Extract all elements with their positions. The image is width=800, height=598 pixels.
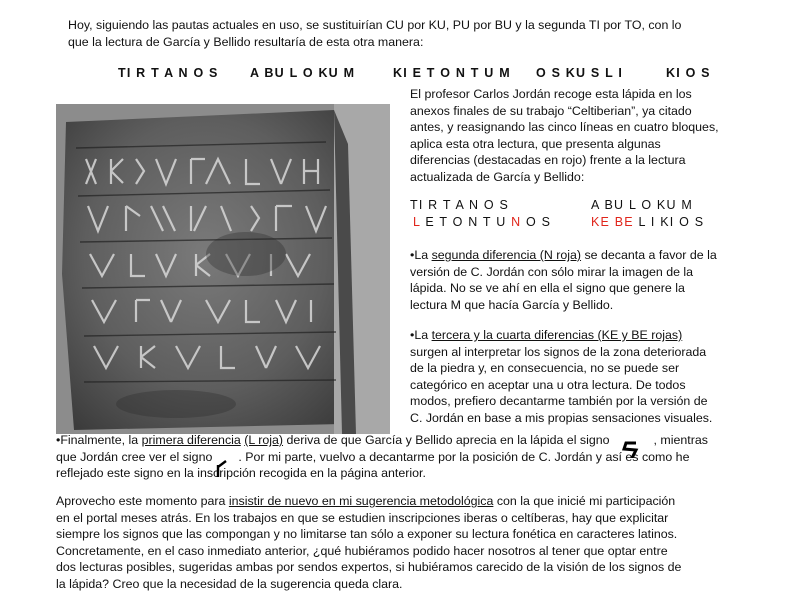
text-line — [56, 432, 796, 449]
text-line — [56, 449, 796, 466]
text-span: deriva de que García y Bellido aprecia en la lápida el signo — [283, 433, 610, 447]
reading-n-red: N — [511, 215, 522, 229]
text-span: se decanta a favor de la — [581, 248, 717, 262]
bullet: •Finalmente, la — [56, 433, 142, 447]
reading-row2-b — [591, 215, 704, 229]
text-span: con la que inicié mi participación — [493, 494, 676, 508]
first-difference-paragraph — [56, 432, 796, 482]
text-line: actualizada de García y Bellido: — [410, 169, 585, 184]
second-difference-paragraph — [410, 247, 780, 313]
bullet: •La — [410, 248, 432, 262]
text-line: lectura M que hacía García y Bellido. — [410, 297, 614, 312]
transliteration-word-4: O S KU S L I — [536, 66, 624, 80]
underlined-l-roja: (L roja) — [244, 433, 284, 447]
text-span: . Por mi parte, vuelvo a decantarme por la posición de C. Jordán y así es como he — [238, 449, 690, 464]
transliteration-word-1: TI R T A N O S — [118, 66, 219, 80]
text-line — [410, 247, 780, 264]
iberian-sign-s-icon — [610, 440, 654, 458]
reading-eton: E T O N T U — [425, 215, 507, 229]
stele-image — [56, 104, 390, 434]
closing-paragraph — [56, 493, 796, 593]
text-line: modos, prefiero decantarme también por la versión de — [410, 394, 708, 409]
iberian-sign-l-icon — [212, 459, 238, 479]
jordan-paragraph — [410, 86, 780, 186]
underlined-first-difference: primera diferencia — [141, 433, 241, 447]
underlined-second-difference: segunda diferencia (N roja) — [431, 248, 582, 262]
reading-ke-red: KE — [591, 215, 611, 229]
text-line: versión de C. Jordán con sólo mirar la imagen de la — [410, 264, 694, 279]
text-line: en el portal meses atrás. En los trabajos en que se estudien inscripciones iberas o celtíberas, hay que explicitar — [56, 510, 669, 525]
reading-row1-b: A BU L O KU M — [591, 198, 693, 212]
text-span: Aprovecho este momento para — [56, 494, 229, 508]
text-line: la lápida? Creo que la necesidad de la sugerencia queda clara. — [56, 576, 403, 591]
transliteration-word-3: KI E T O N T U M — [393, 66, 511, 80]
text-line: lápida. No se ve ahí en ella el signo que genere la — [410, 281, 685, 296]
reading-be-red: BE — [614, 215, 634, 229]
reading-os: O S — [526, 215, 552, 229]
text-span: que Jordán cree ver el signo — [56, 449, 213, 464]
reading-row2 — [413, 215, 551, 229]
intro-paragraph — [68, 17, 768, 50]
reading-likios: L I KI O S — [638, 215, 705, 229]
text-line: anexos finales de su trabajo “Celtiberian”, ya citado — [410, 103, 692, 118]
stele-photo — [56, 104, 390, 434]
text-line — [410, 327, 780, 344]
underlined-methodological-suggestion: insistir de nuevo en mi sugerencia metodológica — [228, 494, 494, 508]
third-fourth-difference-paragraph — [410, 327, 780, 427]
bullet: •La — [410, 328, 432, 342]
text-line: Concretamente, en el caso inmediato anterior, ¿qué hubiéramos podido hacer nosotros al tener que optar entre — [56, 543, 668, 558]
text-line — [56, 493, 796, 510]
text-line: aplica esta otra lectura, que presenta algunas — [410, 136, 661, 151]
underlined-third-fourth-difference: tercera y la cuarta diferencias (KE y BE rojas) — [431, 328, 683, 342]
intro-line-1: Hoy, siguiendo las pautas actuales en uso, se sustituirían CU por KU, PU por BU y la segunda TI por TO, con lo — [68, 18, 682, 32]
text-span: , mientras — [653, 433, 708, 447]
intro-line-2: que la lectura de García y Bellido resultaría de esta otra manera: — [68, 34, 424, 49]
reading-row1-a: TI R T A N O S — [410, 198, 510, 212]
text-line: antes, y reasignando las cinco líneas en cuatro bloques, — [410, 120, 719, 135]
transliteration-word-5: KI O S — [666, 66, 711, 80]
text-line: diferencias (destacadas en rojo) frente a la lectura — [410, 153, 686, 168]
text-line: categórico en aceptar una u otra lectura. De todos — [410, 377, 686, 392]
transliteration-word-2: A BU L O KU M — [250, 66, 356, 80]
text-line: reflejado este signo en la inscripción recogida en la página anterior. — [56, 466, 426, 481]
text-line: dos lecturas posibles, sugeridas ambas por sendos expertos, si hubiéramos carecido de la visión de los signos de — [56, 560, 682, 575]
text-line: de la piedra y, en consecuencia, no se puede ser — [410, 361, 680, 376]
text-line: El profesor Carlos Jordán recoge esta lápida en los — [410, 87, 692, 101]
text-line: siempre los signos que las compongan y no limitarse tan sólo a exponer su lectura fonética en caracteres latinos. — [56, 527, 678, 542]
text-line: C. Jordán en base a mis propias sensaciones visuales. — [410, 410, 713, 425]
text-line: surgen al interpretar los signos de la zona deteriorada — [410, 344, 707, 359]
reading-l-red: L — [413, 215, 421, 229]
